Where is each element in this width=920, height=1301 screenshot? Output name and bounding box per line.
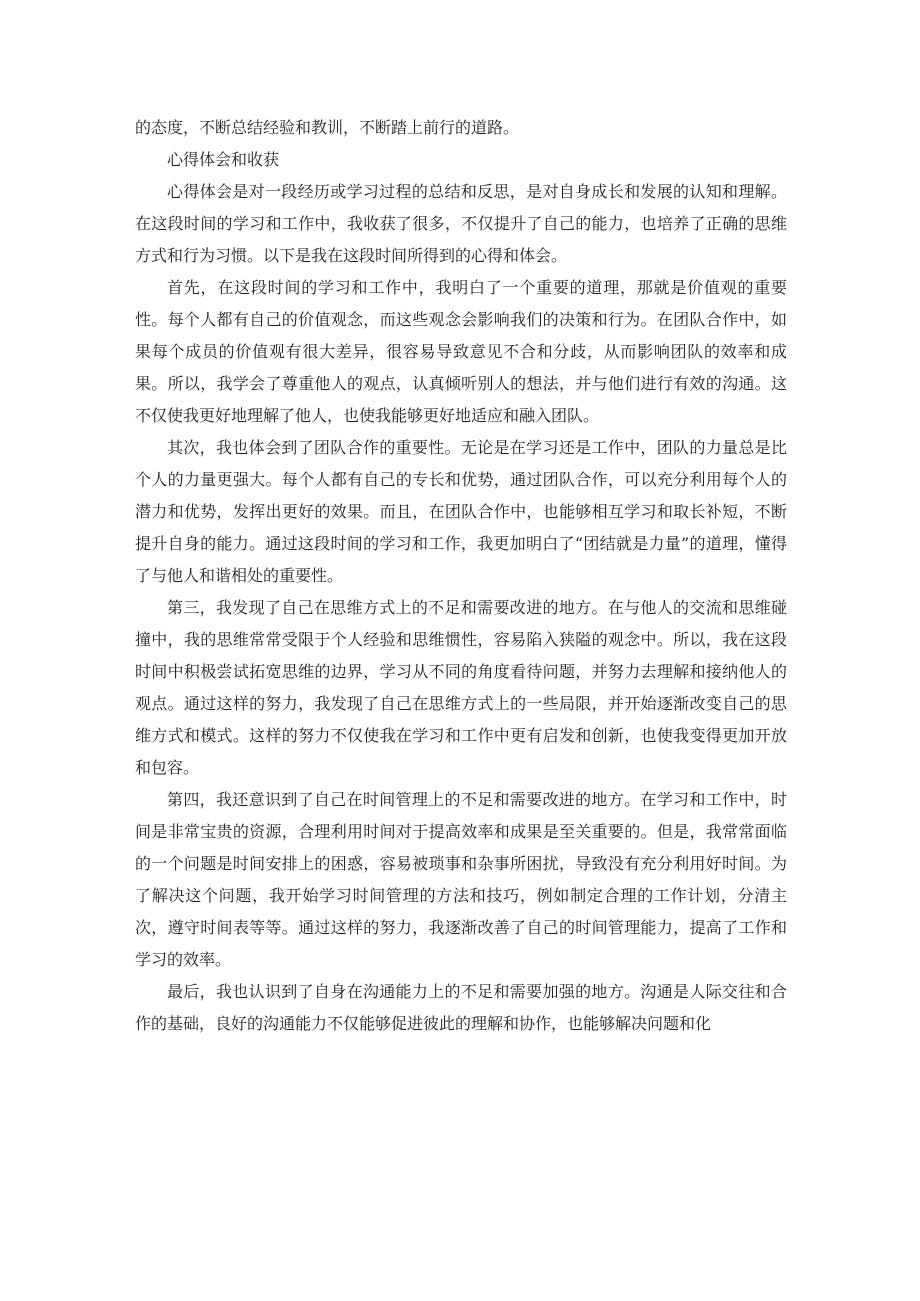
section-heading: 心得体会和收获 <box>167 150 280 169</box>
paragraph-fourth: 第四，我还意识到了自己在时间管理上的不足和需要改进的地方。在学习和工作中，时间是非常宝贵的资源，合理利用时间对于提高效率和成果是至关重要的。但是，我常常面临的一个问题是时间安排上的困惑，容易被琐事和杂事所困扰，导致没有充分利用好时间。为了解决这个问题，我开始学习时间管理的方法和技巧，例如制定合理的工作计划，分清主次，遵守时间表等等。通过这样的努力，我逐渐改善了自己的时间管理能力，提高了工作和学习的效率。 <box>135 790 787 969</box>
paragraph-first: 首先，在这段时间的学习和工作中，我明白了一个重要的道理，那就是价值观的重要性。每个人都有自己的价值观念，而这些观念会影响我们的决策和行为。在团队合作中，如果每个成员的价值观有很大差异，很容易导致意见不合和分歧，从而影响团队的效率和成果。所以，我学会了尊重他人的观点，认真倾听别人的想法，并与他们进行有效的沟通。这不仅使我更好地理解了他人，也使我能够更好地适应和融入团队。 <box>135 278 787 425</box>
paragraph-continuation: 的态度，不断总结经验和教训，不断踏上前行的道路。 <box>135 118 520 137</box>
paragraph-second: 其次，我也体会到了团队合作的重要性。无论是在学习还是工作中，团队的力量总是比个人的力量更强大。每个人都有自己的专长和优势，通过团队合作，可以充分利用每个人的潜力和优势，发挥出更好的效果。而且，在团队合作中，也能够相互学习和取长补短，不断提升自身的能力。通过这段时间的学习和工作，我更加明白了“团结就是力量”的道理，懂得了与他人和谐相处的重要性。 <box>135 438 787 585</box>
paragraph-third: 第三，我发现了自己在思维方式上的不足和需要改进的地方。在与他人的交流和思维碰撞中，我的思维常常受限于个人经验和思维惯性，容易陷入狭隘的观念中。所以，我在这段时间中积极尝试拓宽思维的边界，学习从不同的角度看待问题，并努力去理解和接纳他人的观点。通过这样的努力，我发现了自己在思维方式上的一些局限，并开始逐渐改变自己的思维方式和模式。这样的努力不仅使我在学习和工作中更有启发和创新，也使我变得更加开放和包容。 <box>135 598 787 777</box>
paragraph-intro: 心得体会是对一段经历或学习过程的总结和反思，是对自身成长和发展的认知和理解。在这段时间的学习和工作中，我收获了很多，不仅提升了自己的能力，也培养了正确的思维方式和行为习惯。以下是我在这段时间所得到的心得和体会。 <box>135 182 787 265</box>
paragraph-last: 最后，我也认识到了自身在沟通能力上的不足和需要加强的地方。沟通是人际交往和合作的基础，良好的沟通能力不仅能够促进彼此的理解和协作，也能够解决问题和化 <box>135 982 787 1033</box>
document-body <box>135 112 787 1040</box>
